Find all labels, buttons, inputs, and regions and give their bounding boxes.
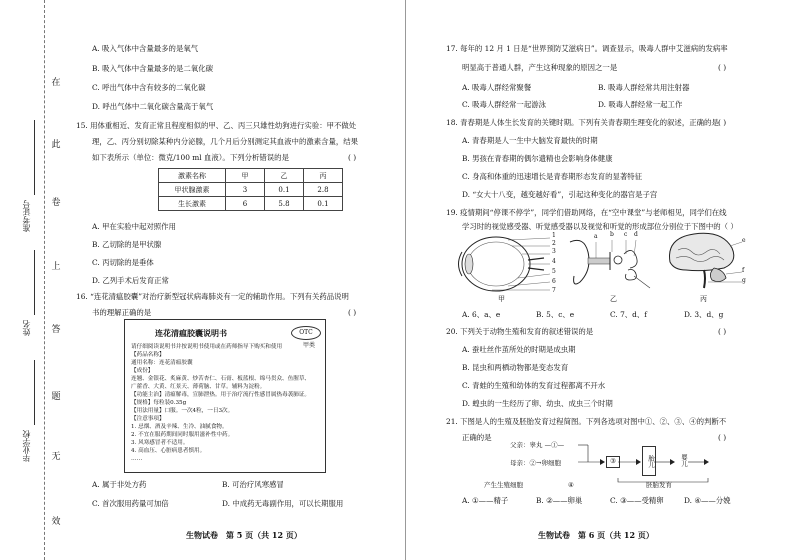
- binding-char: 答: [51, 325, 61, 335]
- box-3: ③: [606, 456, 620, 468]
- q19-stem-line: 19. 疫情期间“停课不停学”，同学们借助网络，在“空中课堂”与老师相见，同学们在线: [446, 208, 727, 217]
- binding-char: 题: [51, 392, 61, 402]
- otc-class: 甲类: [302, 342, 315, 349]
- leaflet-line: 4. 高血压、心脏病患者慎用。: [131, 448, 206, 454]
- figure-label: 丙: [700, 295, 707, 303]
- q16-option-a[interactable]: A. 属于非处方药: [92, 480, 147, 489]
- q17-stem-line: 17. 每年的 12 月 1 日是“世界预防艾滋病日”。调查显示，吸毒人群中艾滋病的发病率: [446, 44, 728, 53]
- table-cell: 0.1: [304, 197, 343, 211]
- eye-label: 5: [552, 268, 556, 275]
- q18-stem-line: 18. 青春期是人体生长发育的关键时期。下列有关青春期生理变化的叙述，正确的是: [446, 118, 719, 127]
- q18-option-d[interactable]: D. “女大十八变，越变越好看”，引起这种变化的器官是子宫: [462, 190, 658, 199]
- eye-label: 2: [552, 240, 556, 247]
- label-embryo-development: 胚胎发育: [646, 481, 672, 489]
- ear-label: c: [624, 231, 628, 238]
- q15-stem-line: 如下表所示（单位：微克/100 ml 血液）。下列分析错误的是: [92, 153, 289, 162]
- q15-option-b[interactable]: B. 乙切除的是甲状腺: [92, 240, 162, 249]
- figure-label: 乙: [610, 295, 617, 303]
- q17-stem-line: 明显高于普通人群，产生这种现象的原因之一是: [462, 63, 618, 72]
- q21-stem-line: 正确的是: [462, 433, 492, 442]
- brain-label: g: [742, 277, 746, 284]
- leaflet-line: 【成份】: [131, 368, 154, 374]
- binding-char: 此: [51, 140, 61, 150]
- q18-option-c[interactable]: C. 身高和体重的迅速增长是青春期形态发育的显著特征: [462, 172, 643, 181]
- school-label: 毕业学校: [22, 430, 31, 462]
- q16-option-d[interactable]: D. 中成药无毒副作用，可以长期服用: [222, 499, 344, 508]
- binding-char: 在: [51, 78, 61, 88]
- name-blank[interactable]: [34, 250, 35, 315]
- leaflet-line: ……: [131, 456, 143, 462]
- exam-number-blank[interactable]: [34, 120, 35, 195]
- father-line: 父亲：睾丸 —①—: [510, 441, 565, 449]
- binding-cut-line: [44, 0, 45, 560]
- page-footer: 生物试卷 第 5 页（共 12 页）: [186, 530, 302, 540]
- q16-answer-paren[interactable]: ( ): [348, 308, 357, 317]
- page-divider: [405, 0, 406, 560]
- q19-option-c[interactable]: C. 7、d、f: [610, 310, 648, 319]
- brain-label: f: [742, 267, 745, 274]
- table-cell: 生长激素: [159, 197, 226, 211]
- ear-diagram: [566, 236, 656, 294]
- q21-option-b[interactable]: B. ②——卵巢: [536, 496, 583, 505]
- q17-option-b[interactable]: B. 吸毒人群经常共用注射器: [598, 83, 690, 92]
- q21-answer-paren[interactable]: ( ): [718, 433, 727, 442]
- leaflet-line: 【功能主治】清瘟解毒，宣肺泄热。用于治疗流行性感冒属热毒袭肺证。: [131, 392, 311, 398]
- table-cell: 6: [226, 197, 265, 211]
- table-cell: 3: [226, 183, 265, 197]
- q15-option-a[interactable]: A. 甲在实验中起对照作用: [92, 222, 176, 231]
- q16-stem-line: 16. “连花清瘟胶囊”对治疗新型冠状病毒肺炎有一定的辅助作用。下列有关药品说明: [76, 292, 349, 301]
- leaflet-line: 【药品名称】: [131, 352, 165, 358]
- box-fetus: 胎儿: [642, 446, 656, 476]
- q21-option-c[interactable]: C. ③——受精卵: [610, 496, 664, 505]
- eye-label: 6: [552, 278, 556, 285]
- q15-stem-line: 15. 用体重相近、发育正常且程度相似的甲、乙、丙三只雄性幼狗进行实验：甲不做处: [76, 121, 357, 130]
- eye-diagram: [452, 234, 562, 296]
- leaflet-line: 【用法用量】口服。一次4粒，一日3次。: [131, 408, 234, 414]
- leaflet-line: 连翘、金银花、炙麻黄、炒苦杏仁、石膏、板蓝根、绵马贯众、鱼腥草、: [131, 376, 311, 382]
- q19-option-d[interactable]: D. 3、d、g: [684, 310, 724, 319]
- q20-option-b[interactable]: B. 昆虫和两栖动物都是变态发育: [462, 363, 569, 372]
- q21-option-d[interactable]: D. ④——分娩: [684, 496, 731, 505]
- table-header-cell: 甲: [226, 169, 265, 183]
- leaflet-title: 连花清瘟胶囊说明书: [155, 328, 227, 338]
- q14-option-c[interactable]: C. 呼出气体中含有较多的二氧化碳: [92, 83, 206, 92]
- binding-char: 无: [51, 452, 61, 462]
- leaflet-line: 广藿香、大黄、红景天、薄荷脑、甘草。辅料为淀粉。: [131, 384, 266, 390]
- q21-stem-line: 21. 下图是人的生殖及胚胎发育过程简图。下列各选项对图中①、②、③、④的判断不: [446, 417, 727, 426]
- leaflet-line: 请仔细阅读说明书并按说明书使用或在药师指导下购买和使用: [131, 344, 283, 350]
- q19-option-a[interactable]: A. 6、a、e: [462, 310, 501, 319]
- q18-option-a[interactable]: A. 青春期是人一生中大脑发育最快的时期: [462, 136, 598, 145]
- leaflet-line: 【注意事项】: [131, 416, 165, 422]
- q17-option-a[interactable]: A. 吸毒人群经常聚餐: [462, 83, 532, 92]
- binding-margin: [0, 0, 62, 560]
- q20-option-d[interactable]: D. 蝗虫的一生经历了卵、幼虫、成虫三个时期: [462, 399, 613, 408]
- q15-answer-paren[interactable]: ( ): [348, 153, 357, 162]
- q16-option-b[interactable]: B. 可治疗风寒感冒: [222, 480, 284, 489]
- leaflet-line: 2. 不宜在服药期间同时服用滋补性中药。: [131, 432, 234, 438]
- label-gamete-production: 产生生殖细胞: [484, 481, 523, 489]
- leaflet-line: 3. 风寒感冒者不适用。: [131, 440, 189, 446]
- table-header-cell: 乙: [265, 169, 304, 183]
- leaflet-line: 【规格】每粒装0.35g: [131, 400, 187, 406]
- table-cell: 2.8: [304, 183, 343, 197]
- q14-option-d[interactable]: D. 呼出气体中二氧化碳含量高于氧气: [92, 102, 214, 111]
- q17-option-d[interactable]: D. 吸毒人群经常一起工作: [598, 100, 683, 109]
- eye-label: 7: [552, 287, 556, 294]
- school-blank[interactable]: [34, 360, 35, 425]
- binding-char: 卷: [51, 198, 61, 208]
- label-4: ④: [568, 481, 574, 489]
- q18-answer-paren[interactable]: ( ): [718, 118, 727, 127]
- q18-option-b[interactable]: B. 男孩在青春期的偶尔遗精也会影响身体健康: [462, 154, 613, 163]
- q20-option-a[interactable]: A. 蚕吐丝作茧所处的时期是成虫期: [462, 345, 576, 354]
- ear-label: a: [594, 233, 598, 240]
- mother-line: 母亲：②→卵细胞: [510, 459, 561, 467]
- q14-option-a[interactable]: A. 吸入气体中含量最多的是氧气: [92, 44, 199, 53]
- leaflet-line: 1. 忌烟、酒及辛辣、生冷、油腻食物。: [131, 424, 228, 430]
- figure-label: 甲: [498, 295, 505, 303]
- page-footer: 生物试卷 第 6 页（共 12 页）: [538, 530, 654, 540]
- table-cell: 0.1: [265, 183, 304, 197]
- brain-diagram: [664, 228, 744, 290]
- label-baby: 婴儿: [680, 453, 688, 467]
- q17-answer-paren[interactable]: ( ): [718, 63, 727, 72]
- eye-label: 4: [552, 258, 556, 265]
- q17-option-c[interactable]: C. 吸毒人群经常一起游泳: [462, 100, 546, 109]
- q20-option-c[interactable]: C. 青蛙的生殖和幼体的发育过程都离不开水: [462, 381, 606, 390]
- ear-label: b: [610, 231, 614, 238]
- q20-stem-line: 20. 下列关于动物生殖和发育的叙述错误的是: [446, 327, 594, 336]
- q20-answer-paren[interactable]: ( ): [718, 327, 727, 336]
- table-header-cell: 激素名称: [159, 169, 226, 183]
- q16-option-c[interactable]: C. 首次服用药量可加倍: [92, 499, 169, 508]
- q15-stem-line: 理，乙、丙分别切除某种内分泌腺，几个月后分别测定其血液中的激素含量，结果: [92, 137, 359, 146]
- exam-number-label: 准考证号: [22, 200, 31, 232]
- ear-label: d: [634, 231, 638, 238]
- brain-label: e: [742, 237, 746, 244]
- binding-char: 效: [51, 517, 61, 527]
- q19-option-b[interactable]: B. 5、c、e: [536, 310, 575, 319]
- q21-option-a[interactable]: A. ①——精子: [462, 496, 509, 505]
- q16-stem-line: 书的理解正确的是: [92, 308, 152, 317]
- page-6: [418, 0, 754, 560]
- table-cell: 5.8: [265, 197, 304, 211]
- q15-option-d[interactable]: D. 乙列手术后发育正常: [92, 276, 169, 285]
- q19-stem-line: 学习时的视觉感受器、听觉感受器以及视觉和听觉的形成部位分别位于下图中的（ ）: [462, 222, 738, 231]
- name-label: 姓名: [22, 320, 31, 336]
- otc-badge: OTC: [291, 326, 321, 340]
- leaflet-line: 通用名称：连花清瘟胶囊: [131, 360, 193, 366]
- q14-option-b[interactable]: B. 吸入气体中含量最多的是二氧化碳: [92, 64, 213, 73]
- page-5-q16-options: [66, 0, 388, 560]
- table-header-cell: 丙: [304, 169, 343, 183]
- table-cell: 甲状腺激素: [159, 183, 226, 197]
- q15-option-c[interactable]: C. 丙切除的是垂体: [92, 258, 154, 267]
- eye-label: 1: [552, 232, 556, 239]
- eye-label: 3: [552, 248, 556, 255]
- binding-char: 上: [51, 262, 61, 272]
